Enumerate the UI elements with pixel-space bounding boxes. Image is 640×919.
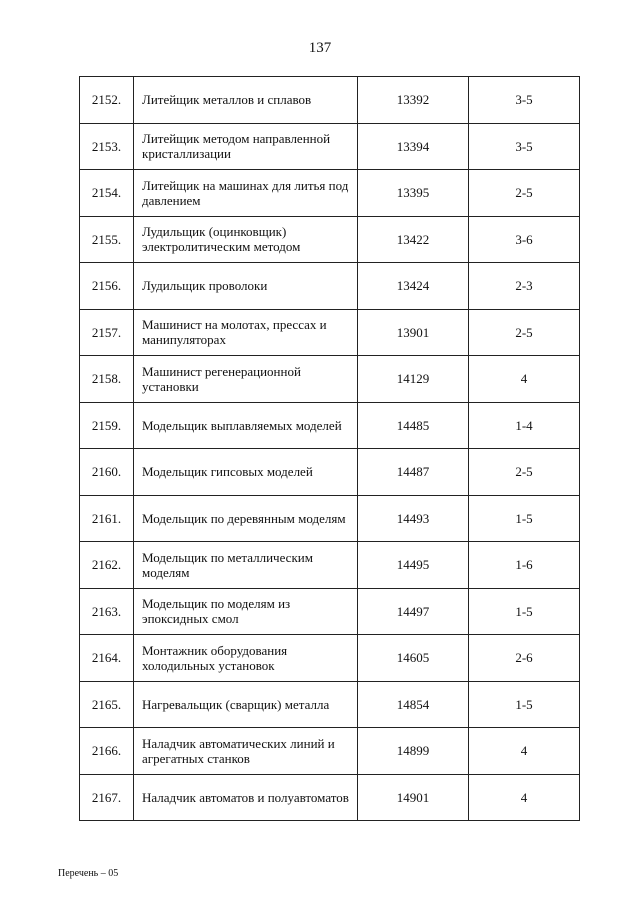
profession-name: Модельщик по моделям из эпоксидных смол — [134, 588, 358, 635]
profession-name: Машинист на молотах, прессах и манипуляторах — [134, 309, 358, 356]
grade-range: 3-5 — [469, 77, 580, 124]
grade-range: 2-5 — [469, 309, 580, 356]
profession-name: Машинист регенерационной установки — [134, 356, 358, 403]
profession-name: Литейщик металлов и сплавов — [134, 77, 358, 124]
profession-code: 13901 — [358, 309, 469, 356]
profession-code: 14495 — [358, 542, 469, 589]
table-row — [80, 588, 580, 635]
grade-range: 4 — [469, 356, 580, 403]
profession-code: 14493 — [358, 495, 469, 542]
profession-name: Литейщик методом направленной кристаллизации — [134, 123, 358, 170]
table-row — [80, 449, 580, 496]
table-row — [80, 309, 580, 356]
profession-code: 14854 — [358, 681, 469, 728]
table-row — [80, 356, 580, 403]
table-row — [80, 77, 580, 124]
row-number: 2160. — [80, 449, 134, 496]
grade-range: 2-5 — [469, 170, 580, 217]
profession-name: Наладчик автоматических линий и агрегатных станков — [134, 728, 358, 775]
profession-code: 14901 — [358, 774, 469, 821]
row-number: 2152. — [80, 77, 134, 124]
profession-name: Модельщик выплавляемых моделей — [134, 402, 358, 449]
page-number: 137 — [308, 40, 332, 56]
grade-range: 1-5 — [469, 588, 580, 635]
row-number: 2158. — [80, 356, 134, 403]
row-number: 2164. — [80, 635, 134, 682]
profession-code: 14129 — [358, 356, 469, 403]
profession-code: 13394 — [358, 123, 469, 170]
profession-code: 13424 — [358, 263, 469, 310]
grade-range: 4 — [469, 728, 580, 775]
profession-code: 14487 — [358, 449, 469, 496]
profession-name: Модельщик гипсовых моделей — [134, 449, 358, 496]
profession-table — [79, 76, 580, 821]
profession-name: Модельщик по металлическим моделям — [134, 542, 358, 589]
profession-code: 13422 — [358, 216, 469, 263]
row-number: 2167. — [80, 774, 134, 821]
profession-code: 13392 — [358, 77, 469, 124]
grade-range: 2-6 — [469, 635, 580, 682]
profession-name: Лудильщик проволоки — [134, 263, 358, 310]
table-row — [80, 216, 580, 263]
grade-range: 1-4 — [469, 402, 580, 449]
table-row — [80, 495, 580, 542]
profession-name: Литейщик на машинах для литья под давлением — [134, 170, 358, 217]
row-number: 2157. — [80, 309, 134, 356]
table-row — [80, 263, 580, 310]
row-number: 2166. — [80, 728, 134, 775]
grade-range: 1-5 — [469, 681, 580, 728]
table-row — [80, 402, 580, 449]
row-number: 2165. — [80, 681, 134, 728]
row-number: 2155. — [80, 216, 134, 263]
grade-range: 2-3 — [469, 263, 580, 310]
row-number: 2162. — [80, 542, 134, 589]
profession-name: Модельщик по деревянным моделям — [134, 495, 358, 542]
table-body — [80, 77, 580, 821]
table-row — [80, 635, 580, 682]
row-number: 2161. — [80, 495, 134, 542]
table-row — [80, 728, 580, 775]
table-row — [80, 681, 580, 728]
profession-code: 14497 — [358, 588, 469, 635]
profession-code: 14899 — [358, 728, 469, 775]
row-number: 2154. — [80, 170, 134, 217]
profession-name: Лудильщик (оцинковщик) электролитическим методом — [134, 216, 358, 263]
table-row — [80, 542, 580, 589]
profession-code: 14485 — [358, 402, 469, 449]
profession-code: 13395 — [358, 170, 469, 217]
grade-range: 3-5 — [469, 123, 580, 170]
grade-range: 1-6 — [469, 542, 580, 589]
grade-range: 3-6 — [469, 216, 580, 263]
profession-code: 14605 — [358, 635, 469, 682]
grade-range: 1-5 — [469, 495, 580, 542]
row-number: 2163. — [80, 588, 134, 635]
profession-name: Наладчик автоматов и полуавтоматов — [134, 774, 358, 821]
row-number: 2153. — [80, 123, 134, 170]
grade-range: 4 — [469, 774, 580, 821]
footer-note: Перечень – 05 — [58, 868, 119, 879]
profession-name: Нагревальщик (сварщик) металла — [134, 681, 358, 728]
grade-range: 2-5 — [469, 449, 580, 496]
row-number: 2159. — [80, 402, 134, 449]
row-number: 2156. — [80, 263, 134, 310]
profession-name: Монтажник оборудования холодильных установок — [134, 635, 358, 682]
table-row — [80, 170, 580, 217]
table-row — [80, 774, 580, 821]
table-row — [80, 123, 580, 170]
